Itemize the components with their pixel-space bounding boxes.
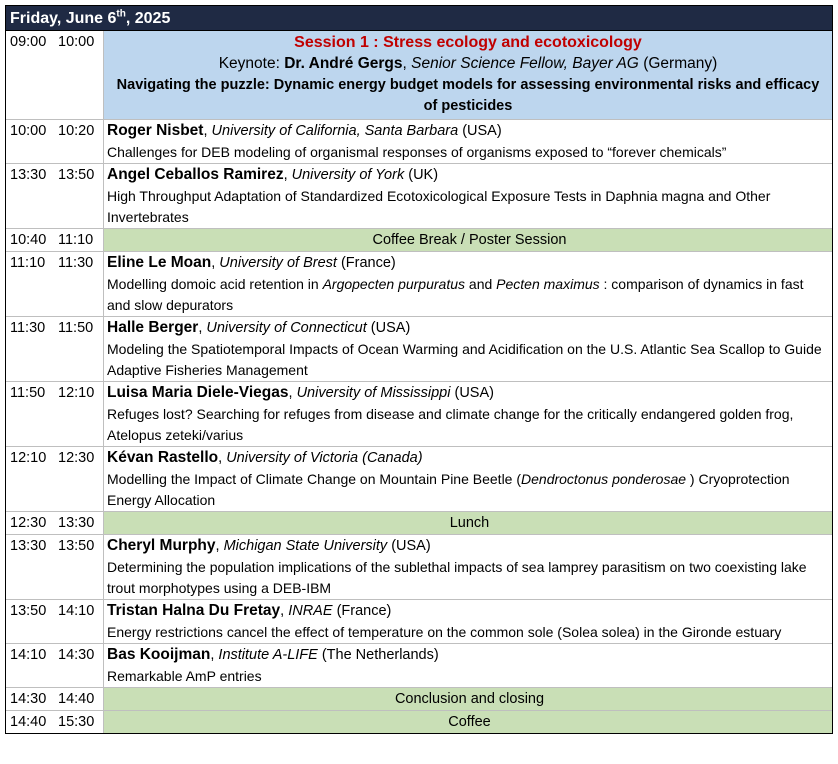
talk-row xyxy=(6,317,832,382)
start-time: 09:00 xyxy=(10,34,47,50)
end-time: 10:20 xyxy=(54,120,104,163)
start-time: 11:30 xyxy=(10,320,46,336)
talk-cell: Halle Berger, University of Connecticut (USA) Modeling the Spatiotemporal Impacts of Ocean Warming and Acidification on the U.S. Atlantic Sea Scallop to Guide Adaptive Fisheries Management xyxy=(104,317,832,381)
break-label: Coffee Break / Poster Session xyxy=(104,229,832,251)
talk-row xyxy=(6,447,832,512)
species-name: Pecten maximus xyxy=(496,276,600,292)
end-time: 11:30 xyxy=(54,252,104,316)
session-row xyxy=(6,31,832,120)
talk-cell: Kévan Rastello, University of Victoria (Canada) Modelling the Impact of Climate Change on Mountain Pine Beetle (Dendroctonus ponderosae ) Cryoprotection Energy Allocation xyxy=(104,447,832,511)
talk-cell: Luisa Maria Diele-Viegas, University of Mississippi (USA) Refuges lost? Searching for refuges from disease and climate change for the critically endangered golden frog, Atelopus zeteki/varius xyxy=(104,382,832,446)
speaker-affiliation: Michigan State University xyxy=(223,538,388,554)
start-time: 11:50 xyxy=(10,385,46,401)
talk-row xyxy=(6,382,832,447)
speaker-affiliation: University of York xyxy=(291,167,405,183)
start-time: 14:40 xyxy=(10,714,47,730)
speaker-name: Bas Kooijman xyxy=(107,646,211,663)
schedule-table xyxy=(5,5,833,734)
day-header-date: Friday, June 6 xyxy=(10,10,117,27)
start-time: 13:30 xyxy=(10,167,47,183)
end-time: 13:30 xyxy=(54,512,104,534)
speaker-name: Cheryl Murphy xyxy=(107,537,216,554)
day-header-year: , 2025 xyxy=(125,10,171,27)
talk-cell: Bas Kooijman, Institute A-LIFE (The Netherlands) Remarkable AmP entries xyxy=(104,644,832,687)
speaker-country: (USA) xyxy=(454,385,494,401)
speaker-country: (USA) xyxy=(391,538,431,554)
speaker-name: Angel Ceballos Ramirez xyxy=(107,166,284,183)
start-time: 10:00 xyxy=(10,123,47,139)
end-time: 12:30 xyxy=(54,447,104,511)
break-label: Coffee xyxy=(104,711,832,733)
talk-title: Modeling the Spatiotemporal Impacts of Ocean Warming and Acidification on the U.S. Atlantic Sea Scallop to Guide Adaptive Fisheries Management xyxy=(107,341,822,378)
speaker-country: (USA) xyxy=(462,123,502,139)
break-row xyxy=(6,688,832,711)
start-time: 13:30 xyxy=(10,538,47,554)
talk-title xyxy=(107,469,832,511)
talk-title-part: ) Cryoprotection Energy Allocation xyxy=(107,471,790,508)
keynote-country: (Germany) xyxy=(643,55,718,72)
talk-cell: Cheryl Murphy, Michigan State University (USA) Determining the population implications of the sublethal impacts of sea lamprey parasitism on two coexisting lake trout morphotypes using a DEB-IBM xyxy=(104,535,832,599)
talk-row xyxy=(6,164,832,229)
start-time: 14:10 xyxy=(10,647,47,663)
speaker-country: (France) xyxy=(340,255,396,271)
end-time: 13:50 xyxy=(54,164,104,228)
start-time: 12:30 xyxy=(10,515,47,531)
talk-title: Challenges for DEB modeling of organismal responses of organisms exposed to “forever chemicals” xyxy=(107,144,727,160)
talk-title-part: Modelling domoic acid retention in xyxy=(107,276,323,292)
talk-title-part: : comparison of dynamics in fast and slow depurators xyxy=(107,276,804,313)
speaker-country: (The Netherlands) xyxy=(321,647,439,663)
talk-title-part: Modelling the Impact of Climate Change on Mountain Pine Beetle ( xyxy=(107,471,522,487)
keynote-title: Navigating the puzzle: Dynamic energy budget models for assessing environmental risks and efficacy of pesticides xyxy=(116,77,820,114)
start-time: 10:40 xyxy=(10,232,47,248)
end-time: 14:10 xyxy=(54,600,104,643)
speaker-name: Kévan Rastello xyxy=(107,449,219,466)
keynote-affiliation: Senior Science Fellow, Bayer AG xyxy=(411,55,639,72)
talk-cell: Roger Nisbet, University of California, Santa Barbara (USA) Challenges for DEB modeling of organismal responses of organisms exposed to “forever chemicals” xyxy=(104,120,832,163)
speaker-affiliation: INRAE xyxy=(288,603,333,619)
talk-cell: Angel Ceballos Ramirez, University of York (UK) High Throughput Adaptation of Standardized Ecotoxicological Exposure Tests in Daphnia magna and Other Invertebrates xyxy=(104,164,832,228)
break-label: Lunch xyxy=(104,512,832,534)
speaker-affiliation: University of Victoria (Canada) xyxy=(226,450,423,466)
talk-row xyxy=(6,600,832,644)
day-header xyxy=(6,6,832,31)
start-time: 12:10 xyxy=(10,450,47,466)
end-time: 11:10 xyxy=(54,229,104,251)
start-time: 13:50 xyxy=(10,603,47,619)
talk-title-part: and xyxy=(465,276,497,292)
speaker-name: Tristan Halna Du Fretay xyxy=(107,602,281,619)
speaker-name: Eline Le Moan xyxy=(107,254,212,271)
speaker-country: (France) xyxy=(336,603,392,619)
keynote-line: Keynote: Dr. André Gergs, Senior Science Fellow, Bayer AG (Germany) xyxy=(218,55,718,72)
end-time: 14:30 xyxy=(54,644,104,687)
speaker-name: Roger Nisbet xyxy=(107,122,204,139)
session-cell xyxy=(104,31,832,119)
end-time: 14:40 xyxy=(54,688,104,710)
talk-title: Refuges lost? Searching for refuges from disease and climate change for the critically endangered golden frog, Atelopus zeteki/varius xyxy=(107,406,794,443)
speaker-affiliation: University of Brest xyxy=(219,255,337,271)
end-time: 11:50 xyxy=(54,317,104,381)
start-time: 14:30 xyxy=(10,691,47,707)
talk-row xyxy=(6,644,832,688)
talk-title xyxy=(107,274,832,316)
talk-title: High Throughput Adaptation of Standardized Ecotoxicological Exposure Tests in Daphnia magna and Other Invertebrates xyxy=(107,188,771,225)
break-row xyxy=(6,711,832,733)
break-label: Conclusion and closing xyxy=(104,688,832,710)
talk-title: Determining the population implications of the sublethal impacts of sea lamprey parasitism on two coexisting lake trout morphotypes using a DEB-IBM xyxy=(107,559,807,596)
speaker-country: (USA) xyxy=(370,320,411,336)
end-time: 12:10 xyxy=(54,382,104,446)
end-time: 13:50 xyxy=(54,535,104,599)
speaker-affiliation: University of California, Santa Barbara xyxy=(211,123,459,139)
speaker-name: Luisa Maria Diele-Viegas xyxy=(107,384,289,401)
keynote-label: Keynote: xyxy=(218,55,285,72)
speaker-affiliation: Institute A-LIFE xyxy=(218,647,318,663)
start-time: 11:10 xyxy=(10,255,46,271)
speaker-country: (UK) xyxy=(408,167,439,183)
species-name: Argopecten purpuratus xyxy=(322,276,466,292)
end-time: 15:30 xyxy=(54,711,104,733)
keynote-speaker: Dr. André Gergs xyxy=(284,55,403,72)
talk-title: Energy restrictions cancel the effect of temperature on the common sole (Solea solea) in the Gironde estuary xyxy=(107,624,782,640)
day-header-ordinal: th xyxy=(116,8,126,20)
session-title: Session 1 : Stress ecology and ecotoxicology xyxy=(294,34,642,51)
speaker-affiliation: University of Connecticut xyxy=(206,320,367,336)
talk-row xyxy=(6,120,832,164)
talk-cell: Eline Le Moan, University of Brest (France) Modelling domoic acid retention in Argopecten purpuratus and Pecten maximus : comparison of dynamics in fast and slow depurators xyxy=(104,252,832,316)
talk-cell: Tristan Halna Du Fretay, INRAE (France) Energy restrictions cancel the effect of temperature on the common sole (Solea solea) in the Gironde estuary xyxy=(104,600,832,643)
speaker-affiliation: University of Mississippi xyxy=(296,385,451,401)
talk-row xyxy=(6,252,832,317)
break-row xyxy=(6,229,832,252)
end-time: 10:00 xyxy=(54,31,104,119)
break-row xyxy=(6,512,832,535)
speaker-name: Halle Berger xyxy=(107,319,199,336)
talk-title: Remarkable AmP entries xyxy=(107,668,262,684)
species-name: Dendroctonus ponderosae xyxy=(521,471,687,487)
talk-row xyxy=(6,535,832,600)
